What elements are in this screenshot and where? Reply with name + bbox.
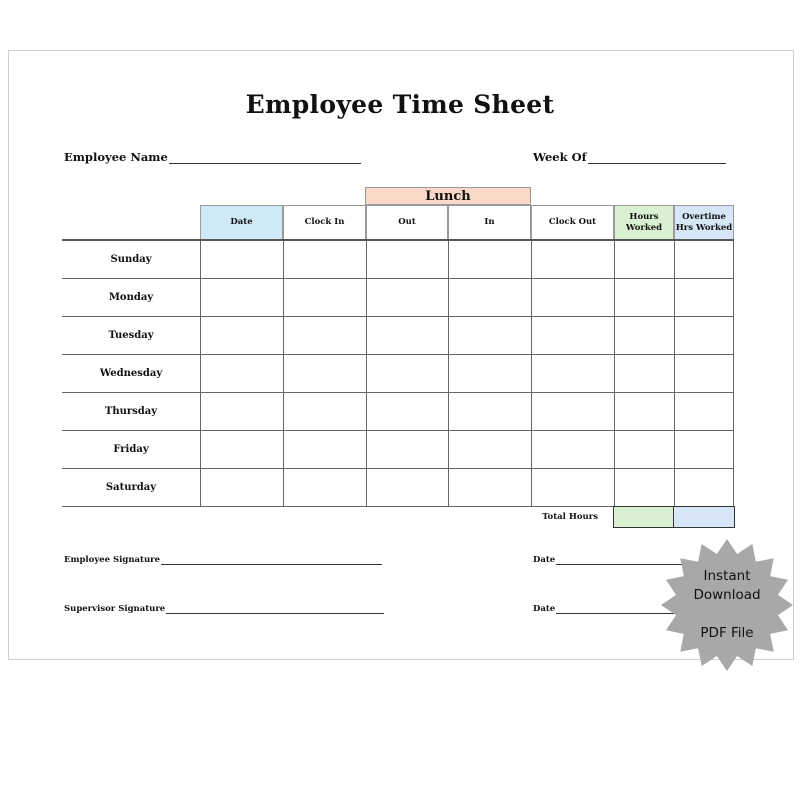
table-row <box>62 431 734 469</box>
day-label: Monday <box>108 292 154 303</box>
table-row <box>62 393 734 431</box>
day-label: Thursday <box>104 406 158 417</box>
date-label: Date <box>533 604 556 614</box>
supervisor-signature-line[interactable] <box>166 605 384 614</box>
hours-worked-cell[interactable] <box>614 241 674 279</box>
table-row <box>62 241 734 279</box>
day-label: Wednesday <box>99 368 163 379</box>
table-row <box>62 279 734 317</box>
clock-out-cell[interactable] <box>531 317 614 355</box>
column-edge <box>733 279 734 317</box>
lunch-out-cell[interactable] <box>366 317 448 355</box>
day-label: Sunday <box>110 254 152 265</box>
day-label: Saturday <box>105 482 157 493</box>
column-edge <box>733 469 734 507</box>
clock-out-cell[interactable] <box>531 241 614 279</box>
lunch-in-cell[interactable] <box>448 393 531 431</box>
hours-worked-cell[interactable] <box>614 393 674 431</box>
employee-name-field[interactable] <box>64 150 361 164</box>
clock-in-cell[interactable] <box>283 469 366 507</box>
employee-signature-label: Employee Signature <box>64 555 161 565</box>
table-row <box>62 355 734 393</box>
date-cell[interactable] <box>200 279 283 317</box>
date-cell[interactable] <box>200 317 283 355</box>
overtime-cell[interactable] <box>674 279 734 317</box>
lunch-in-cell[interactable] <box>448 279 531 317</box>
table-row <box>62 469 734 507</box>
overtime-cell[interactable] <box>674 355 734 393</box>
clock-out-cell[interactable] <box>531 469 614 507</box>
overtime-cell[interactable] <box>674 393 734 431</box>
column-header-lunch-in: In <box>448 205 531 240</box>
date-cell[interactable] <box>200 355 283 393</box>
column-header-overtime: Overtime Hrs Worked <box>674 205 734 240</box>
lunch-in-cell[interactable] <box>448 355 531 393</box>
lunch-out-cell[interactable] <box>366 393 448 431</box>
hours-worked-cell[interactable] <box>614 469 674 507</box>
lunch-header: Lunch <box>365 187 531 205</box>
hours-worked-cell[interactable] <box>614 279 674 317</box>
lunch-in-cell[interactable] <box>448 469 531 507</box>
overtime-cell[interactable] <box>674 469 734 507</box>
lunch-out-cell[interactable] <box>366 355 448 393</box>
lunch-out-cell[interactable] <box>366 241 448 279</box>
overtime-cell[interactable] <box>674 241 734 279</box>
overtime-cell[interactable] <box>674 317 734 355</box>
column-edge <box>733 393 734 431</box>
column-header-clock-in: Clock In <box>283 205 366 240</box>
column-header-date: Date <box>200 205 283 240</box>
date-label: Date <box>533 555 556 565</box>
date-cell[interactable] <box>200 241 283 279</box>
column-header-hours-worked: Hours Worked <box>614 205 674 240</box>
total-hours-label: Total Hours <box>542 512 598 522</box>
column-edge <box>733 241 734 279</box>
total-hours-worked-box[interactable] <box>613 506 675 528</box>
column-header-lunch-out: Out <box>366 205 448 240</box>
date-cell[interactable] <box>200 431 283 469</box>
day-label: Tuesday <box>108 330 154 341</box>
date-cell[interactable] <box>200 393 283 431</box>
supervisor-signature-label: Supervisor Signature <box>64 604 166 614</box>
clock-in-cell[interactable] <box>283 241 366 279</box>
overtime-cell[interactable] <box>674 431 734 469</box>
clock-in-cell[interactable] <box>283 355 366 393</box>
hours-worked-cell[interactable] <box>614 355 674 393</box>
column-edge <box>733 355 734 393</box>
clock-out-cell[interactable] <box>531 355 614 393</box>
lunch-out-cell[interactable] <box>366 279 448 317</box>
week-of-label: Week Of <box>533 150 587 164</box>
lunch-in-cell[interactable] <box>448 317 531 355</box>
lunch-out-cell[interactable] <box>366 431 448 469</box>
clock-in-cell[interactable] <box>283 279 366 317</box>
badge-line-pdf-file: PDF File <box>700 625 754 641</box>
column-header-clock-out: Clock Out <box>531 205 614 240</box>
clock-out-cell[interactable] <box>531 393 614 431</box>
total-overtime-box[interactable] <box>673 506 735 528</box>
badge-line-instant: Instant <box>703 568 751 584</box>
hours-worked-cell[interactable] <box>614 431 674 469</box>
clock-out-cell[interactable] <box>531 431 614 469</box>
clock-out-cell[interactable] <box>531 279 614 317</box>
employee-name-label: Employee Name <box>64 150 168 164</box>
date-cell[interactable] <box>200 469 283 507</box>
day-label: Friday <box>113 444 149 455</box>
lunch-in-cell[interactable] <box>448 431 531 469</box>
employee-name-line[interactable] <box>169 153 361 164</box>
employee-signature-field[interactable] <box>64 555 382 565</box>
hours-worked-cell[interactable] <box>614 317 674 355</box>
starburst-badge-icon <box>660 538 794 672</box>
clock-in-cell[interactable] <box>283 393 366 431</box>
column-edge <box>733 317 734 355</box>
column-edge <box>733 431 734 469</box>
employee-signature-line[interactable] <box>161 556 382 565</box>
page-title: Employee Time Sheet <box>245 90 555 119</box>
week-of-field[interactable] <box>533 150 726 164</box>
badge-line-download: Download <box>693 587 761 603</box>
clock-in-cell[interactable] <box>283 431 366 469</box>
supervisor-signature-field[interactable] <box>64 604 384 614</box>
week-of-line[interactable] <box>588 153 726 164</box>
starburst-shape <box>661 539 793 671</box>
timesheet-grid <box>62 241 734 507</box>
table-row <box>62 317 734 355</box>
lunch-out-cell[interactable] <box>366 469 448 507</box>
lunch-in-cell[interactable] <box>448 241 531 279</box>
clock-in-cell[interactable] <box>283 317 366 355</box>
